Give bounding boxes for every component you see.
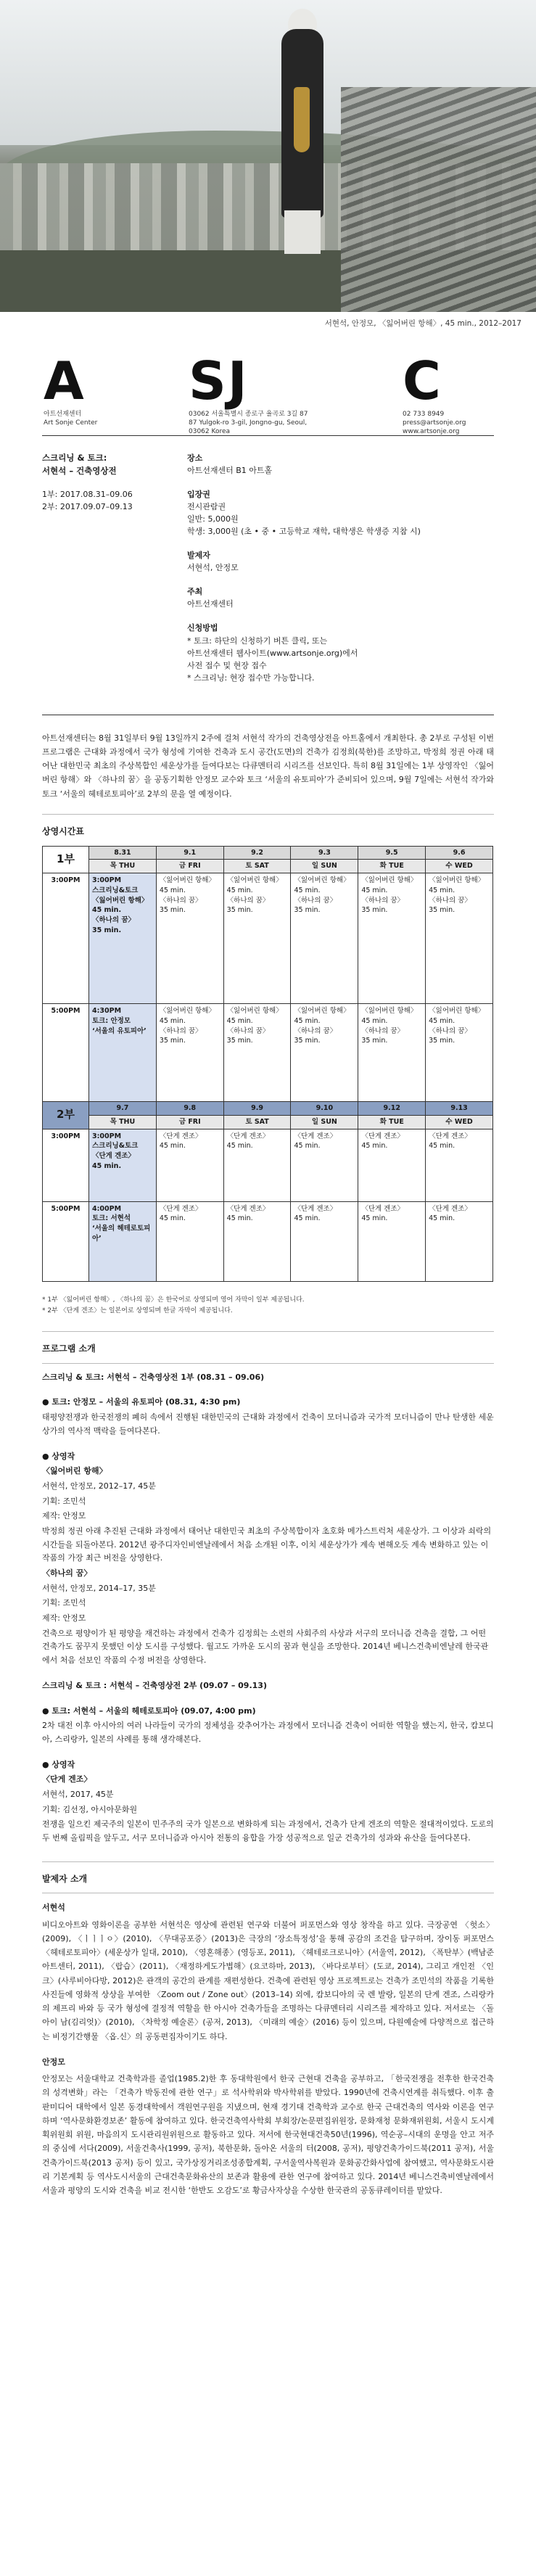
part2-heading: 스크리닝 & 토크 : 서현석 – 건축영상전 2부 (09.07 – 09.13): [42, 1680, 267, 1690]
schedule-date: 9.5: [358, 846, 426, 860]
hero-photo: [0, 0, 536, 312]
talk1-heading: ● 토크: 안정모 – 서울의 유토피아 (08.31, 4:30 pm): [42, 1397, 241, 1407]
film1-credit: 제작: 안정모: [42, 1511, 86, 1521]
schedule-part-label: 2부: [43, 1102, 89, 1129]
schedule-cell: 〈잃어버린 항해〉 45 min. 〈하나의 꿈〉 35 min.: [223, 873, 291, 1004]
event-period-1: 1부: 2017.08.31–09.06: [42, 489, 133, 499]
schedule-date: 9.2: [223, 846, 291, 860]
event-title: 스크리닝 & 토크:: [42, 453, 107, 463]
film1-credit: 기획: 조민석: [42, 1496, 86, 1506]
info-line: 사전 접수 및 현장 접수: [187, 660, 267, 670]
address-line: 03062 서울특별시 종로구 율곡로 3길 87: [189, 411, 308, 418]
bio-name: 안정모: [42, 2057, 65, 2067]
schedule-date: 9.6: [426, 846, 493, 860]
schedule-cell: 4:30PM 토크: 안정모 ‘서울의 유토피아’: [89, 1004, 157, 1102]
schedule-day: 일 SUN: [291, 1115, 358, 1129]
info-heading: 신청방법: [187, 623, 218, 633]
schedule-date: 9.7: [89, 1102, 157, 1116]
schedule-cell: 〈단게 겐조〉 45 min.: [426, 1201, 493, 1281]
schedule-cell: 〈단게 겐조〉 45 min.: [156, 1201, 223, 1281]
film2-credit: 서현석, 안정모, 2014–17, 35분: [42, 1583, 156, 1593]
film1-title: 〈잃어버린 항해〉: [42, 1466, 107, 1476]
film1-text: 박정희 정권 아래 추진된 근대화 과정에서 태어난 대한민국 최초의 주상복합이자 초호화 메가스트럭처 세운상가. 그 이상과 쇠락의 시간들을 되돌아본다. 2012년 광주디자인비엔날레에서 처음 소개된 이후, 이치 세운상가가 계속 변해오듯 계속 변화하고 있는 이 작품의 가장 최근 버전을 상영한다.: [42, 1526, 492, 1563]
program-section: [0, 1364, 536, 1854]
hero-saxophone: [294, 87, 310, 152]
schedule-cell: 〈단게 겐조〉 45 min.: [358, 1129, 426, 1201]
logo-band: [0, 334, 536, 435]
hero-stairway: [341, 87, 536, 312]
schedule-note: * 2부 〈단게 겐조〉는 일본어로 상영되며 한글 자막이 제공됩니다.: [42, 1306, 233, 1314]
schedule-day: 목 THU: [89, 860, 157, 873]
film3-text: 전쟁을 일으킨 제국주의 일본이 민주주의 국가 일본으로 변화하게 되는 과정에서, 건축가 단게 겐조의 역할은 절대적이었다. 도로의 두 번째 올림픽을 앞두고, 서구 모더니즘과 아시아 전통의 융합을 가장 성공적으로 일군 건축가의 성과와 유산을 들여다본다.: [42, 1819, 494, 1843]
schedule-time: 3:00PM: [43, 873, 89, 1004]
schedule-cell: 〈단게 겐조〉 45 min.: [223, 1129, 291, 1201]
schedule-cell: 〈잃어버린 항해〉 45 min. 〈하나의 꿈〉 35 min.: [426, 873, 493, 1004]
logo-letter-sj: SJ: [189, 350, 249, 411]
address-line: 87 Yulgok-ro 3-gil, Jongno-gu, Seoul,: [189, 419, 308, 427]
schedule-day: 목 THU: [89, 1115, 157, 1129]
info-heading: 입장권: [187, 490, 210, 500]
schedule-day: 금 FRI: [156, 1115, 223, 1129]
event-title-block: [42, 452, 187, 696]
schedule-table: [42, 846, 493, 1282]
talk2-heading: ● 토크: 서현석 – 서울의 헤테로토피아 (09.07, 4:00 pm): [42, 1705, 256, 1716]
hero-figure-legs: [284, 210, 321, 254]
film2-credit: 제작: 안정모: [42, 1613, 86, 1624]
hero-caption: 서현석, 안정모, 〈잃어버린 항해〉, 45 min., 2012–2017: [324, 319, 521, 328]
event-details: [187, 452, 494, 696]
info-line: 학생: 3,000원 (초 • 중 • 고등학교 재학, 대학생은 학생증 지참 시): [187, 527, 421, 537]
logo-letter-c: C: [403, 350, 442, 411]
screening1-heading: ● 상영작: [42, 1451, 75, 1461]
part1-heading: 스크리닝 & 토크: 서현석 – 건축영상전 1부 (08.31 – 09.06): [42, 1372, 265, 1382]
info-block: [187, 585, 494, 610]
info-line: 서현석, 안정모: [187, 563, 239, 573]
bio-text: 안정모는 서울대학교 건축학과를 졸업(1985.2)한 후 동대학원에서 한국 근현대 건축을 공부하고, 「한국전쟁을 전후한 한국건축의 성격변화」라는 「건축가 박동진에 관한 연구」로 석사학위와 박사학위를 받았다. 1990년에 건축시연계를 취득했다. 이후 출판미디어 대학에서 일본 동경대학에서 객원연구원을 지냈으며, 현재 경기대 건축학과 교수로 한국 근대건축의 역사와 이론을 연구하며 ‘역사문화환경보존’ 활동에 참여하고 있다. 한국건축역사학회 부회장/논문편집위원장, 문화재청 문화재위원회, 서울시 도시계획위원회 위원, 마음의지 도시관리원위원으로 활동하고 있다. 저서에 한국현대건축50년(1996), 역순공–시대의 운명을 안고 저주의 중심에 서다(2009), 서울건축사(1999, 공저), 북한문화, 돌아온 서울의 터(2008, 공저), 평양건축가이드북(2011 공저), 서울건축가이드북(2013 공저) 등이 있고, 국가상징거리조성종합계획, 구서울역사복원과 문화공간화사업에 참여했고, 역사문화도시관리 기본계획 등 역사도시서울의 근대건축문화유산의 보존과 활용에 관한 연구에 참여하고 있다. 2014년 베니스건축비엔날레에서 서울과 평양의 도시와 건축을 비교 전시한 ‘한반도 오감도’로 황금사자상을 수상한 한국관의 공동큐레이터를 맡았다.: [42, 2074, 494, 2196]
info-line: * 스크리닝: 현장 접수만 가능합니다.: [187, 672, 315, 683]
film3-credit: 기획: 김선정, 아시아문화원: [42, 1804, 138, 1814]
film2-title: 〈하나의 꿈〉: [42, 1568, 92, 1579]
schedule-date: 9.12: [358, 1102, 426, 1116]
schedule-date: 8.31: [89, 846, 157, 860]
bios-section: [0, 1893, 536, 2219]
schedule-cell: 〈단게 겐조〉 45 min.: [156, 1129, 223, 1201]
schedule-date: 9.3: [291, 846, 358, 860]
schedule-day: 화 TUE: [358, 1115, 426, 1129]
info-line: * 토크: 하단의 신청하기 버튼 클릭, 또는: [187, 635, 328, 646]
program-title: 프로그램 소개: [42, 1343, 96, 1354]
info-line: 일반: 5,000원: [187, 514, 239, 524]
talk1-text: 태평양전쟁과 한국전쟁의 폐허 속에서 진행된 대한민국의 근대화 과정에서 건축이 모더니즘과 국가적 모더니즘이 만나 탄생한 세운상가의 역사적 맥락을 들여다본다.: [42, 1412, 494, 1436]
schedule-date: 9.8: [156, 1102, 223, 1116]
schedule-cell: 〈잃어버린 항해〉 45 min. 〈하나의 꿈〉 35 min.: [358, 1004, 426, 1102]
info-heading: 장소: [187, 453, 203, 463]
schedule-cell: 3:00PM 스크리닝&토크 〈단게 겐조〉 45 min.: [89, 1129, 157, 1201]
info-line: 아트선재센터 B1 아트홀: [187, 466, 273, 476]
schedule-cell: 〈단게 겐조〉 45 min.: [291, 1129, 358, 1201]
contact-website[interactable]: www.artsonje.org: [403, 428, 460, 436]
info-line: 전시관람권: [187, 502, 226, 512]
org-name-ko: 아트선재센터: [44, 411, 82, 418]
schedule-part-label: 1부: [43, 846, 89, 873]
event-subtitle: 서현석 – 건축영상전: [42, 465, 117, 476]
schedule-date: 9.13: [426, 1102, 493, 1116]
schedule-cell: 3:00PM 스크리닝&토크 〈잃어버린 항해〉 45 min. 〈하나의 꿈〉 35 min.: [89, 873, 157, 1004]
film2-credit: 기획: 조민석: [42, 1598, 86, 1608]
schedule-title: 상영시간표: [42, 826, 84, 836]
logo-letter-a: A: [44, 350, 86, 411]
info-line: 아트선재센터: [187, 599, 234, 609]
schedule-cell: 〈잃어버린 항해〉 45 min. 〈하나의 꿈〉 35 min.: [156, 1004, 223, 1102]
schedule-cell: 〈잃어버린 항해〉 45 min. 〈하나의 꿈〉 35 min.: [291, 1004, 358, 1102]
schedule-cell: 〈잃어버린 항해〉 45 min. 〈하나의 꿈〉 35 min.: [291, 873, 358, 1004]
event-period-2: 2부: 2017.09.07–09.13: [42, 501, 133, 511]
event-info: [0, 436, 536, 715]
org-address: [189, 410, 308, 436]
org-contact: [403, 410, 466, 436]
schedule-date: 9.1: [156, 846, 223, 860]
schedule-date: 9.9: [223, 1102, 291, 1116]
org-name: [44, 410, 97, 427]
film3-credit: 서현석, 2017, 45분: [42, 1789, 114, 1799]
contact-email[interactable]: press@artsonje.org: [403, 419, 466, 427]
schedule-day: 토 SAT: [223, 860, 291, 873]
schedule-note: * 1부 〈잃어버린 항해〉, 〈하나의 꿈〉은 한국어로 상영되며 영어 자막이 일부 제공됩니다.: [42, 1296, 305, 1304]
schedule-cell: 〈단게 겐조〉 45 min.: [291, 1201, 358, 1281]
intro-text: 아트선재센터는 8월 31일부터 9월 13일까지 2주에 걸쳐 서현석 작가의 건축영상전을 아트홀에서 개최한다. 총 2부로 구성된 이번 프로그램은 근대화 과정에서 국가 형성에 기여한 건축과 도시 공간(도면)의 건축가 김정희(북한)를 조망하고, 박정희 정권 아래 태어난 대한민국 최초의 주상복합인 세운상가를 들여다보는 다큐멘터리 시리즈를 선보인다. 특히 8월 31일에는 1부 상영작인 〈잃어버린 항해〉와 〈하나의 꿈〉을 공동기획한 안정모 교수와 토크 ‘서울의 유토피아’가 준비되어 있으며, 9월 7일에는 서현석 작가와 토크 ‘서울의 헤테로토피아’로 2부의 문을 열 예정이다.: [42, 733, 494, 799]
schedule-day: 금 FRI: [156, 860, 223, 873]
schedule-cell: 〈단게 겐조〉 45 min.: [426, 1129, 493, 1201]
info-line: 아트선재센터 웹사이트(www.artsonje.org)에서: [187, 648, 358, 658]
contact-phone: 02 733 8949: [403, 411, 445, 418]
film3-title: 〈단게 겐조〉: [42, 1774, 92, 1785]
info-block: [187, 549, 494, 574]
schedule-cell: 〈잃어버린 항해〉 45 min. 〈하나의 꿈〉 35 min.: [156, 873, 223, 1004]
bios-title: 발제자 소개: [42, 1873, 88, 1884]
talk2-text: 2차 대전 이후 아시아의 여러 나라들이 국가의 정체성을 갖추어가는 과정에서 모더니즘 건축이 어떠한 역할을 했는지, 한국, 캄보디아, 스리랑카, 일본의 사례를 통해 생각해본다.: [42, 1721, 494, 1744]
info-heading: 발제자: [187, 551, 210, 561]
event-dates: [42, 488, 187, 513]
schedule-day: 수 WED: [426, 1115, 493, 1129]
schedule-cell: 〈잃어버린 항해〉 45 min. 〈하나의 꿈〉 35 min.: [223, 1004, 291, 1102]
info-heading: 주최: [187, 587, 203, 597]
schedule-date: 9.10: [291, 1102, 358, 1116]
schedule-time: 5:00PM: [43, 1201, 89, 1281]
schedule-day: 화 TUE: [358, 860, 426, 873]
schedule-notes: [0, 1282, 536, 1322]
schedule-cell: 〈잃어버린 항해〉 45 min. 〈하나의 꿈〉 35 min.: [426, 1004, 493, 1102]
bio-text: 비디오아트와 영화이론을 공부한 서현석은 영상에 관련된 연구와 더불어 퍼포먼스와 영상 창작을 하고 있다. 극장공연 〈헛소〉(2009), 〈ㅣㅣㅣㅇ〉(2010), 〈무대공포증〉(2013)은 극장의 ‘장소특정성’을 통해 공감의 조건을 탐구하며, 장이동 퍼포먼스 〈헤테로토피아〉(세운상가 일대, 2010), 〈영혼해종〉(영등포, 2011), 〈헤테로크로니아〉(서울역, 2012), 〈폭탄부〉(백남준아트센터, 2011), 〈랍습〉(2011), 〈재정하게도가볍해〉(요코하마, 2013), 〈바다로부터〉(도쿄, 2014), 그리고 개인전 〈인크〉(사루비아다방, 2012)은 관객의 공간의 관계를 재편성한다. 건축에 관련된 영상 프로젝트로는 건축가 조민석의 작품을 기록한 사진들에 영화적 상상을 부여한 〈Zoom out / Zone out〉(2013–14) 외에, 캄보디아의 국 렌 발랑, 일본의 단게 겐조, 스리랑카의 제프리 바와 등 국가 형성에 결정적 역할을 한 아시아 건축가들을 조명하는 다큐멘터리 시리즈를 제작하고 있다. 저서로는 〈돌아이 남(김리엇)〉(2010), 〈차학정 예술론〉(공저, 2013), 〈미래의 예술〉(2016) 등이 있으며, 다원예술에 다양적으로 접근하는 비정기간행물 〈옵.신〉의 공동편집자이기도 하다.: [42, 1919, 494, 2041]
schedule-day: 토 SAT: [223, 1115, 291, 1129]
screening2-heading: ● 상영작: [42, 1759, 75, 1769]
schedule-cell: 〈단게 겐조〉 45 min.: [223, 1201, 291, 1281]
bio-name: 서현석: [42, 1903, 65, 1913]
schedule-time: 3:00PM: [43, 1129, 89, 1201]
schedule-time: 5:00PM: [43, 1004, 89, 1102]
film2-text: 건축으로 평양이가 된 평양을 재건하는 과정에서 건축가 김정희는 소련의 사회주의 사상과 서구의 모더니즘 건축을 결합, 그 어떤 건축가도 꿈꾸지 못했던 이상 도시를 구성했다. 월고도 가까운 도시의 꿈과 현실을 조망한다. 2014년 베니스건축비엔날레 한국관에서 처음 선보인 작품의 수정 버전을 상영한다.: [42, 1628, 489, 1666]
info-block: [187, 488, 494, 538]
address-line: 03062 Korea: [189, 428, 231, 436]
info-block: [187, 622, 494, 683]
schedule-cell: 〈잃어버린 항해〉 45 min. 〈하나의 꿈〉 35 min.: [358, 873, 426, 1004]
schedule-day: 수 WED: [426, 860, 493, 873]
schedule-cell: 4:00PM 토크: 서현석 ‘서울의 헤테로토피아’: [89, 1201, 157, 1281]
schedule-day: 일 SUN: [291, 860, 358, 873]
org-name-en: Art Sonje Center: [44, 419, 98, 427]
schedule-cell: 〈단게 겐조〉 45 min.: [358, 1201, 426, 1281]
info-block: [187, 452, 494, 477]
film1-credit: 서현석, 안정모, 2012–17, 45분: [42, 1481, 156, 1491]
